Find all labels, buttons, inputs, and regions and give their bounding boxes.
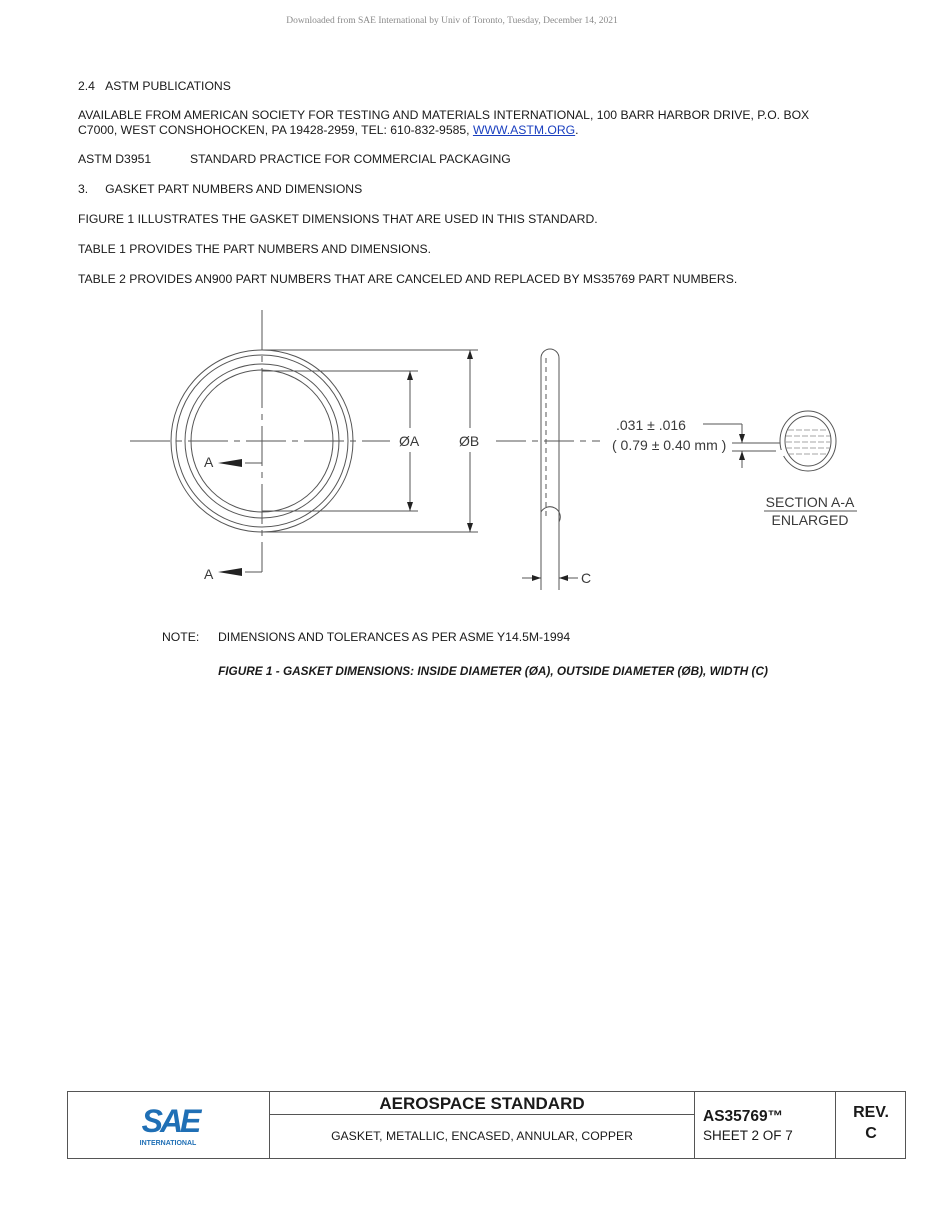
side-view-detail	[541, 507, 560, 522]
title-cell	[270, 1092, 695, 1158]
section-title: GASKET PART NUMBERS AND DIMENSIONS	[105, 182, 363, 196]
dimension-label-c: C	[581, 570, 592, 586]
arrowhead	[407, 371, 413, 380]
dimension-label-b: ØB	[459, 433, 480, 449]
sae-logo-subtext: INTERNATIONAL	[139, 1140, 197, 1147]
arrowhead	[559, 575, 568, 581]
revision-cell	[836, 1092, 906, 1158]
section-number: 2.4	[78, 79, 95, 93]
gasket-side-view	[541, 349, 559, 590]
logo-cell	[68, 1092, 270, 1158]
arrowhead	[407, 502, 413, 511]
sae-logo-text: SAE	[141, 1103, 199, 1139]
astm-reference-row	[78, 152, 511, 167]
paragraph-table-2: TABLE 2 PROVIDES AN900 PART NUMBERS THAT ARE CANCELED AND REPLACED BY MS35769 PART NUMBERS.	[78, 272, 738, 286]
section-number: 3.	[78, 182, 89, 196]
figure-caption: FIGURE 1 - GASKET DIMENSIONS: INSIDE DIAMETER (ØA), OUTSIDE DIAMETER (ØB), WIDTH (C)	[218, 664, 768, 678]
section-arrow-a-upper	[218, 459, 242, 467]
section-2-4-heading	[78, 79, 231, 94]
astm-ref-code: ASTM D3951	[78, 152, 152, 166]
revision-label: REV.	[853, 1104, 889, 1121]
tolerance-millimeters: ( 0.79 ± 0.40 mm )	[612, 437, 727, 453]
arrowhead	[739, 434, 745, 443]
astm-website-link[interactable]: WWW.ASTM.ORG	[472, 122, 576, 137]
document-title: GASKET, METALLIC, ENCASED, ANNULAR, COPPER	[331, 1129, 633, 1143]
sheet-number: SHEET 2 OF 7	[703, 1128, 793, 1143]
section-outer-outline	[780, 411, 836, 471]
document-number-cell	[695, 1092, 836, 1158]
section-title: ASTM PUBLICATIONS	[105, 79, 231, 93]
address-line-2: C7000, WEST CONSHOHOCKEN, PA 19428-2959, TEL: 610-832-9585,	[78, 122, 473, 137]
astm-ref-title: STANDARD PRACTICE FOR COMMERCIAL PACKAGING	[190, 152, 511, 166]
astm-address-paragraph	[78, 108, 809, 137]
revision-value: C	[865, 1125, 877, 1142]
paragraph-figure-1: FIGURE 1 ILLUSTRATES THE GASKET DIMENSIONS THAT ARE USED IN THIS STANDARD.	[78, 212, 598, 226]
section-hatching	[786, 430, 830, 454]
section-arrow-a-lower	[218, 568, 242, 576]
arrowhead	[532, 575, 541, 581]
title-block	[67, 1091, 906, 1159]
section-title: SECTION A-A	[765, 494, 855, 510]
section-label-a-upper: A	[204, 454, 214, 470]
section-inner-outline	[785, 416, 831, 466]
tolerance-inches: .031 ± .016	[616, 417, 686, 433]
sae-logo	[136, 1102, 206, 1148]
section-subtitle: ENLARGED	[771, 512, 849, 528]
gasket-dimensions-figure	[0, 300, 950, 600]
address-period: .	[575, 122, 579, 137]
paragraph-table-1: TABLE 1 PROVIDES THE PART NUMBERS AND DIMENSIONS.	[78, 242, 432, 256]
document-type: AEROSPACE STANDARD	[270, 1092, 694, 1115]
section-gap	[776, 450, 784, 456]
download-watermark: Downloaded from SAE International by Univ of Toronto, Tuesday, December 14, 2021	[286, 16, 618, 26]
section-3-heading	[78, 182, 362, 197]
note-text: DIMENSIONS AND TOLERANCES AS PER ASME Y14.5M-1994	[218, 630, 571, 644]
arrowhead	[467, 350, 473, 359]
figure-note	[162, 630, 570, 644]
document-number: AS35769™	[703, 1108, 784, 1125]
address-line-1: AVAILABLE FROM AMERICAN SOCIETY FOR TESTING AND MATERIALS INTERNATIONAL, 100 BARR HARBOR DRIVE, P.O. BOX	[78, 108, 810, 122]
note-label: NOTE:	[162, 630, 200, 644]
section-label-a-lower: A	[204, 566, 214, 582]
dimension-label-a: ØA	[399, 433, 420, 449]
arrowhead	[467, 523, 473, 532]
arrowhead	[739, 451, 745, 460]
